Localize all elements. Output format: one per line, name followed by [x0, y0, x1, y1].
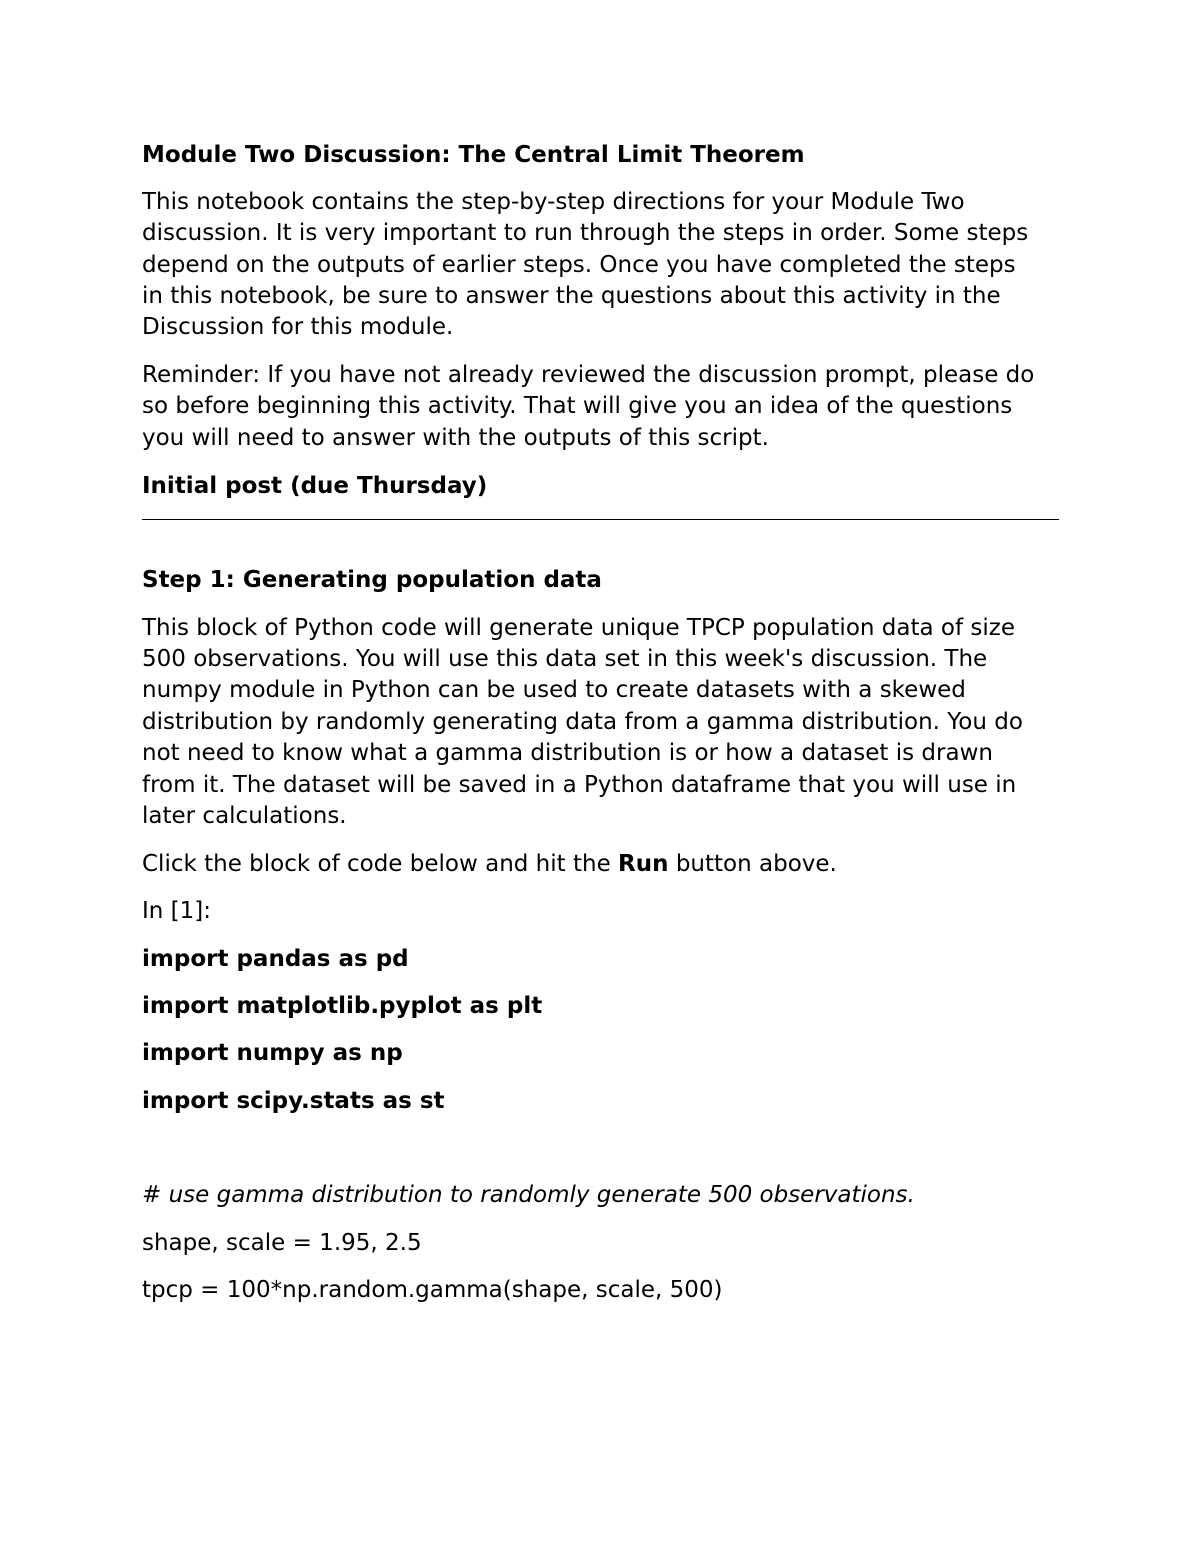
run-instruction-before: Click the block of code below and hit the [142, 851, 619, 877]
reminder-line: you will need to answer with the outputs of this script. [142, 425, 769, 451]
reminder-line: so before beginning this activity. That will give you an idea of the questions [142, 393, 1013, 419]
intro-line: depend on the outputs of earlier steps. Once you have completed the steps [142, 252, 1016, 278]
step1-body-line: not need to know what a gamma distribution is or how a dataset is drawn [142, 740, 993, 766]
intro-line: discussion. It is very important to run through the steps in order. Some steps [142, 220, 1029, 246]
step1-body-line: distribution by randomly generating data from a gamma distribution. You do [142, 709, 1023, 735]
intro-line: This notebook contains the step-by-step directions for your Module Two [142, 189, 965, 215]
import-line: import numpy as np [142, 1040, 403, 1066]
step1-body-line: This block of Python code will generate unique TPCP population data of size [142, 615, 1015, 641]
reminder-line: Reminder: If you have not already reviewed the discussion prompt, please do [142, 362, 1035, 388]
run-instruction-after: button above. [668, 851, 837, 877]
code-comment: # use gamma distribution to randomly generate 500 observations. [142, 1182, 915, 1208]
horizontal-rule [142, 519, 1059, 520]
cell-prompt: In [1]: [142, 898, 211, 924]
import-line: import scipy.stats as st [142, 1088, 445, 1114]
run-keyword: Run [618, 851, 669, 877]
intro-line: Discussion for this module. [142, 314, 454, 340]
step1-body-line: from it. The dataset will be saved in a Python dataframe that you will use in [142, 772, 1017, 798]
run-instruction [142, 849, 837, 880]
initial-post-heading: Initial post (due Thursday) [142, 473, 488, 499]
code-line: shape, scale = 1.95, 2.5 [142, 1230, 422, 1256]
document-title: Module Two Discussion: The Central Limit Theorem [142, 142, 805, 168]
intro-line: in this notebook, be sure to answer the questions about this activity in the [142, 283, 1001, 309]
import-line: import pandas as pd [142, 946, 409, 972]
import-line: import matplotlib.pyplot as plt [142, 993, 543, 1019]
step1-body-line: 500 observations. You will use this data set in this week's discussion. The [142, 646, 988, 672]
step1-heading: Step 1: Generating population data [142, 567, 602, 593]
step1-body-line: later calculations. [142, 803, 347, 829]
step1-body-line: numpy module in Python can be used to create datasets with a skewed [142, 677, 966, 703]
code-line: tpcp = 100*np.random.gamma(shape, scale, 500) [142, 1277, 723, 1303]
